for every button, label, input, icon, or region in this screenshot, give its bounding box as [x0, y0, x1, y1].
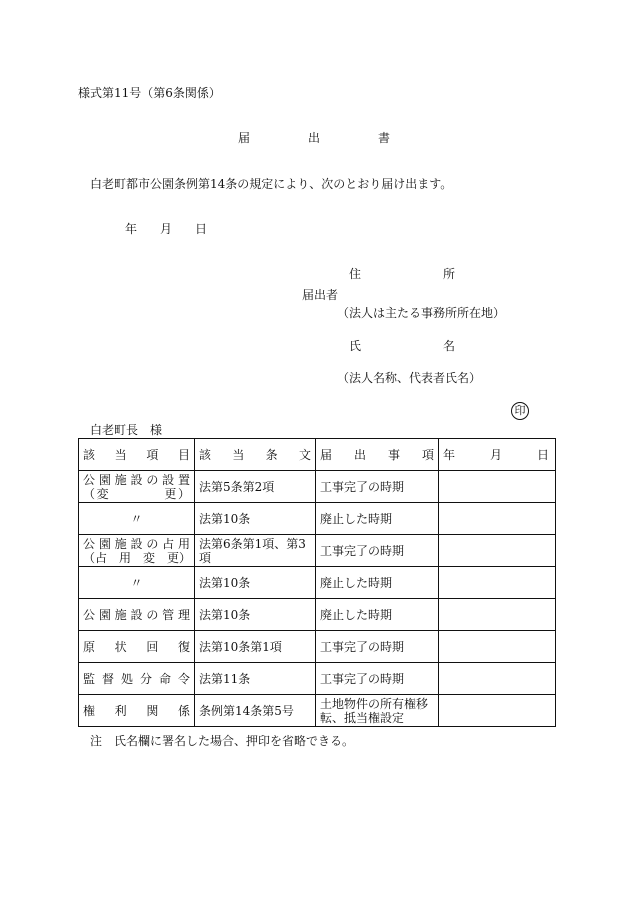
row-date[interactable] [439, 695, 556, 727]
row-date[interactable] [439, 535, 556, 567]
row-article: 法第11条 [195, 663, 316, 695]
name-label-2: 名 [443, 339, 456, 353]
notification-table [78, 438, 556, 727]
row-item-line1: 公園施設の設置 [83, 472, 190, 487]
address-note: （法人は主たる事務所所在地） [337, 306, 506, 320]
row-item: 監督処分命令 [79, 663, 195, 695]
document-title [0, 131, 630, 145]
row-item: 原状回復 [79, 631, 195, 663]
table-row [79, 535, 556, 567]
row-article: 条例第14条第5号 [195, 695, 316, 727]
row-matter: 工事完了の時期 [316, 631, 439, 663]
row-article: 法第10条 [195, 503, 316, 535]
table-row [79, 631, 556, 663]
date-year: 年 [125, 222, 138, 236]
footnote: 注 氏名欄に署名した場合、押印を省略できる。 [90, 734, 355, 748]
row-matter: 工事完了の時期 [316, 663, 439, 695]
row-matter: 廃止した時期 [316, 567, 439, 599]
table-row [79, 471, 556, 503]
table-row [79, 695, 556, 727]
date-month: 月 [160, 222, 173, 236]
table-row [79, 599, 556, 631]
header-article: 該当条文 [195, 439, 316, 471]
row-date[interactable] [439, 631, 556, 663]
row-item: 公園施設の管理 [79, 599, 195, 631]
row-article: 法第5条第2項 [195, 471, 316, 503]
header-item: 該当項目 [79, 439, 195, 471]
row-article: 法第10条 [195, 599, 316, 631]
row-item: 権利関係 [79, 695, 195, 727]
addressee: 白老町長 様 [90, 423, 163, 437]
row-matter-line2: 転、抵当権設定 [320, 710, 405, 725]
row-date[interactable] [439, 567, 556, 599]
applicant-label: 届出者 [302, 288, 339, 302]
date-day: 日 [195, 222, 208, 236]
row-article: 法第10条 [195, 567, 316, 599]
table-row [79, 567, 556, 599]
row-date[interactable] [439, 503, 556, 535]
row-matter: 工事完了の時期 [316, 535, 439, 567]
intro-text: 白老町都市公園条例第14条の規定により、次のとおり届け出ます。 [90, 177, 453, 191]
row-matter: 工事完了の時期 [316, 471, 439, 503]
row-item-line2: （変 更） [83, 486, 190, 501]
row-matter [316, 695, 439, 727]
address-label-2: 所 [443, 267, 456, 281]
table-row [79, 663, 556, 695]
date-line [0, 222, 630, 236]
row-date[interactable] [439, 471, 556, 503]
row-article: 法第6条第1項、第3項 [195, 535, 316, 567]
title-char-2: 出 [308, 131, 321, 145]
name-note: （法人名称、代表者氏名） [337, 371, 482, 385]
row-article: 法第10条第1項 [195, 631, 316, 663]
row-item [79, 471, 195, 503]
row-item [79, 535, 195, 567]
address-label-1: 住 [349, 267, 362, 281]
header-matter: 届出事項 [316, 439, 439, 471]
row-matter: 廃止した時期 [316, 599, 439, 631]
header-month: 月 [489, 447, 502, 462]
row-date[interactable] [439, 599, 556, 631]
row-item-line1: 公園施設の占用 [83, 536, 190, 551]
title-char-1: 届 [238, 131, 251, 145]
title-char-3: 書 [378, 131, 391, 145]
row-matter: 廃止した時期 [316, 503, 439, 535]
seal-mark: 印 [511, 402, 529, 420]
table-row [79, 503, 556, 535]
header-date [439, 439, 556, 471]
header-day: 日 [536, 447, 549, 462]
name-label-1: 氏 [349, 339, 362, 353]
row-matter-line1: 土地物件の所有権移 [320, 696, 429, 711]
header-year: 年 [443, 447, 456, 462]
row-item-line2: （占 用 変 更） [83, 550, 192, 565]
row-item: 〃 [79, 503, 195, 535]
row-date[interactable] [439, 663, 556, 695]
row-item: 〃 [79, 567, 195, 599]
form-number: 様式第11号（第6条関係） [78, 86, 221, 100]
table-header-row [79, 439, 556, 471]
